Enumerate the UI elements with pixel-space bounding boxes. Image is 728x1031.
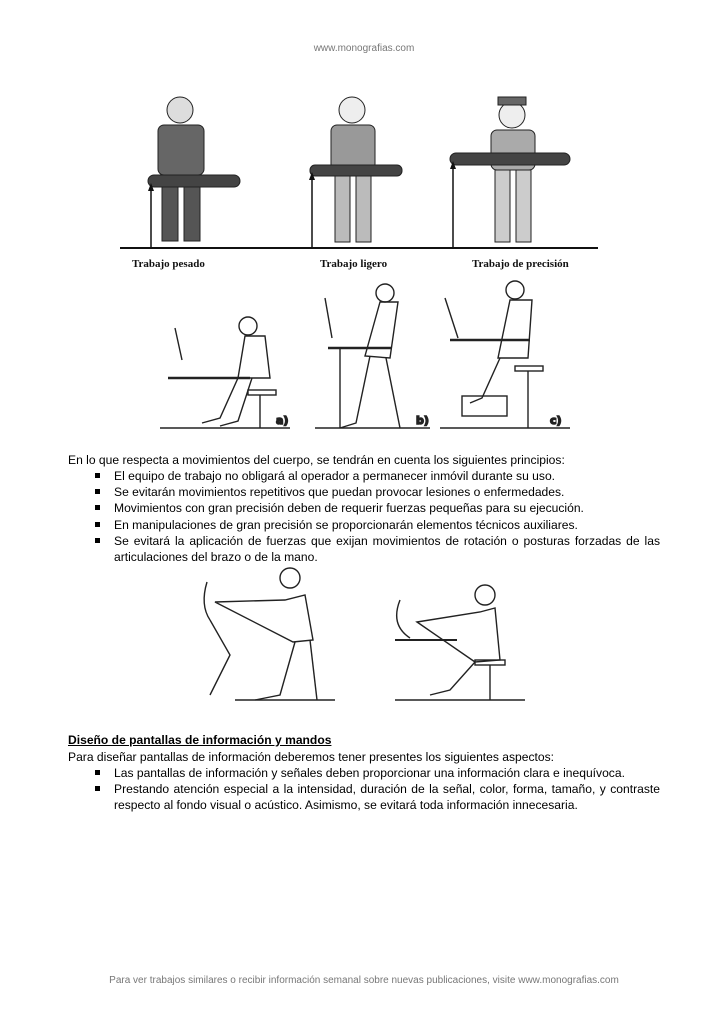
work-height-figure [120,85,600,270]
bullet-marker [95,786,100,791]
section1-intro: En lo que respecta a movimientos del cuerpo, se tendrán en cuenta los siguientes principios: [68,453,565,467]
worker-precision-illustration [450,97,570,242]
label-b: b) [416,414,429,427]
label-precision-work: Trabajo de precisión [472,258,569,270]
section1-bullet-list [68,468,660,565]
bullet-marker [95,489,100,494]
list-item: Se evitará la aplicación de fuerzas que exijan movimientos de rotación o posturas forzadas de las articulaciones del brazo o de la mano. [68,533,660,565]
page-footer: Para ver trabajos similares o recibir información semanal sobre nuevas publicaciones, visite www.monografias.com [109,975,619,986]
label-c: c) [550,414,562,427]
bullet-marker [95,522,100,527]
posture-c-illustration [440,281,570,428]
seated-reach-illustration [395,585,525,700]
worker-light-illustration [310,97,402,242]
list-item: Se evitarán movimientos repetitivos que puedan provocar lesiones o enfermedades. [68,484,660,500]
list-item: Movimientos con gran precisión deben de requerir fuerzas pequeñas para su ejecución. [68,500,660,516]
bullet-marker [95,505,100,510]
section2-intro: Para diseñar pantallas de información deberemos tener presentes los siguientes aspectos: [68,750,555,764]
label-heavy-work: Trabajo pesado [132,258,205,270]
page-header: www.monografias.com [313,43,415,54]
list-item: Prestando atención especial a la intensidad, duración de la señal, color, forma, tamaño, y contraste respecto al fondo visual o acústico. Asimismo, se evitará toda información innecesaria. [68,781,660,813]
list-item: El equipo de trabajo no obligará al operador a permanecer inmóvil durante su uso. [68,468,660,484]
section2-bullet-list [68,765,660,814]
posture-b-illustration [315,284,430,428]
label-light-work: Trabajo ligero [320,258,388,270]
reach-figure [195,560,535,710]
list-item: Las pantallas de información y señales deben proporcionar una información clara e inequívoca. [68,765,660,781]
section2-heading: Diseño de pantallas de información y mandos [68,733,332,747]
worker-heavy-illustration [148,97,240,241]
list-item: En manipulaciones de gran precisión se proporcionarán elementos técnicos auxiliares. [68,517,660,533]
posture-figure [160,278,580,440]
label-a: a) [276,414,289,427]
bullet-marker [95,473,100,478]
posture-a-illustration [160,317,290,428]
standing-reach-illustration [204,568,335,700]
bullet-marker [95,538,100,543]
bullet-marker [95,770,100,775]
